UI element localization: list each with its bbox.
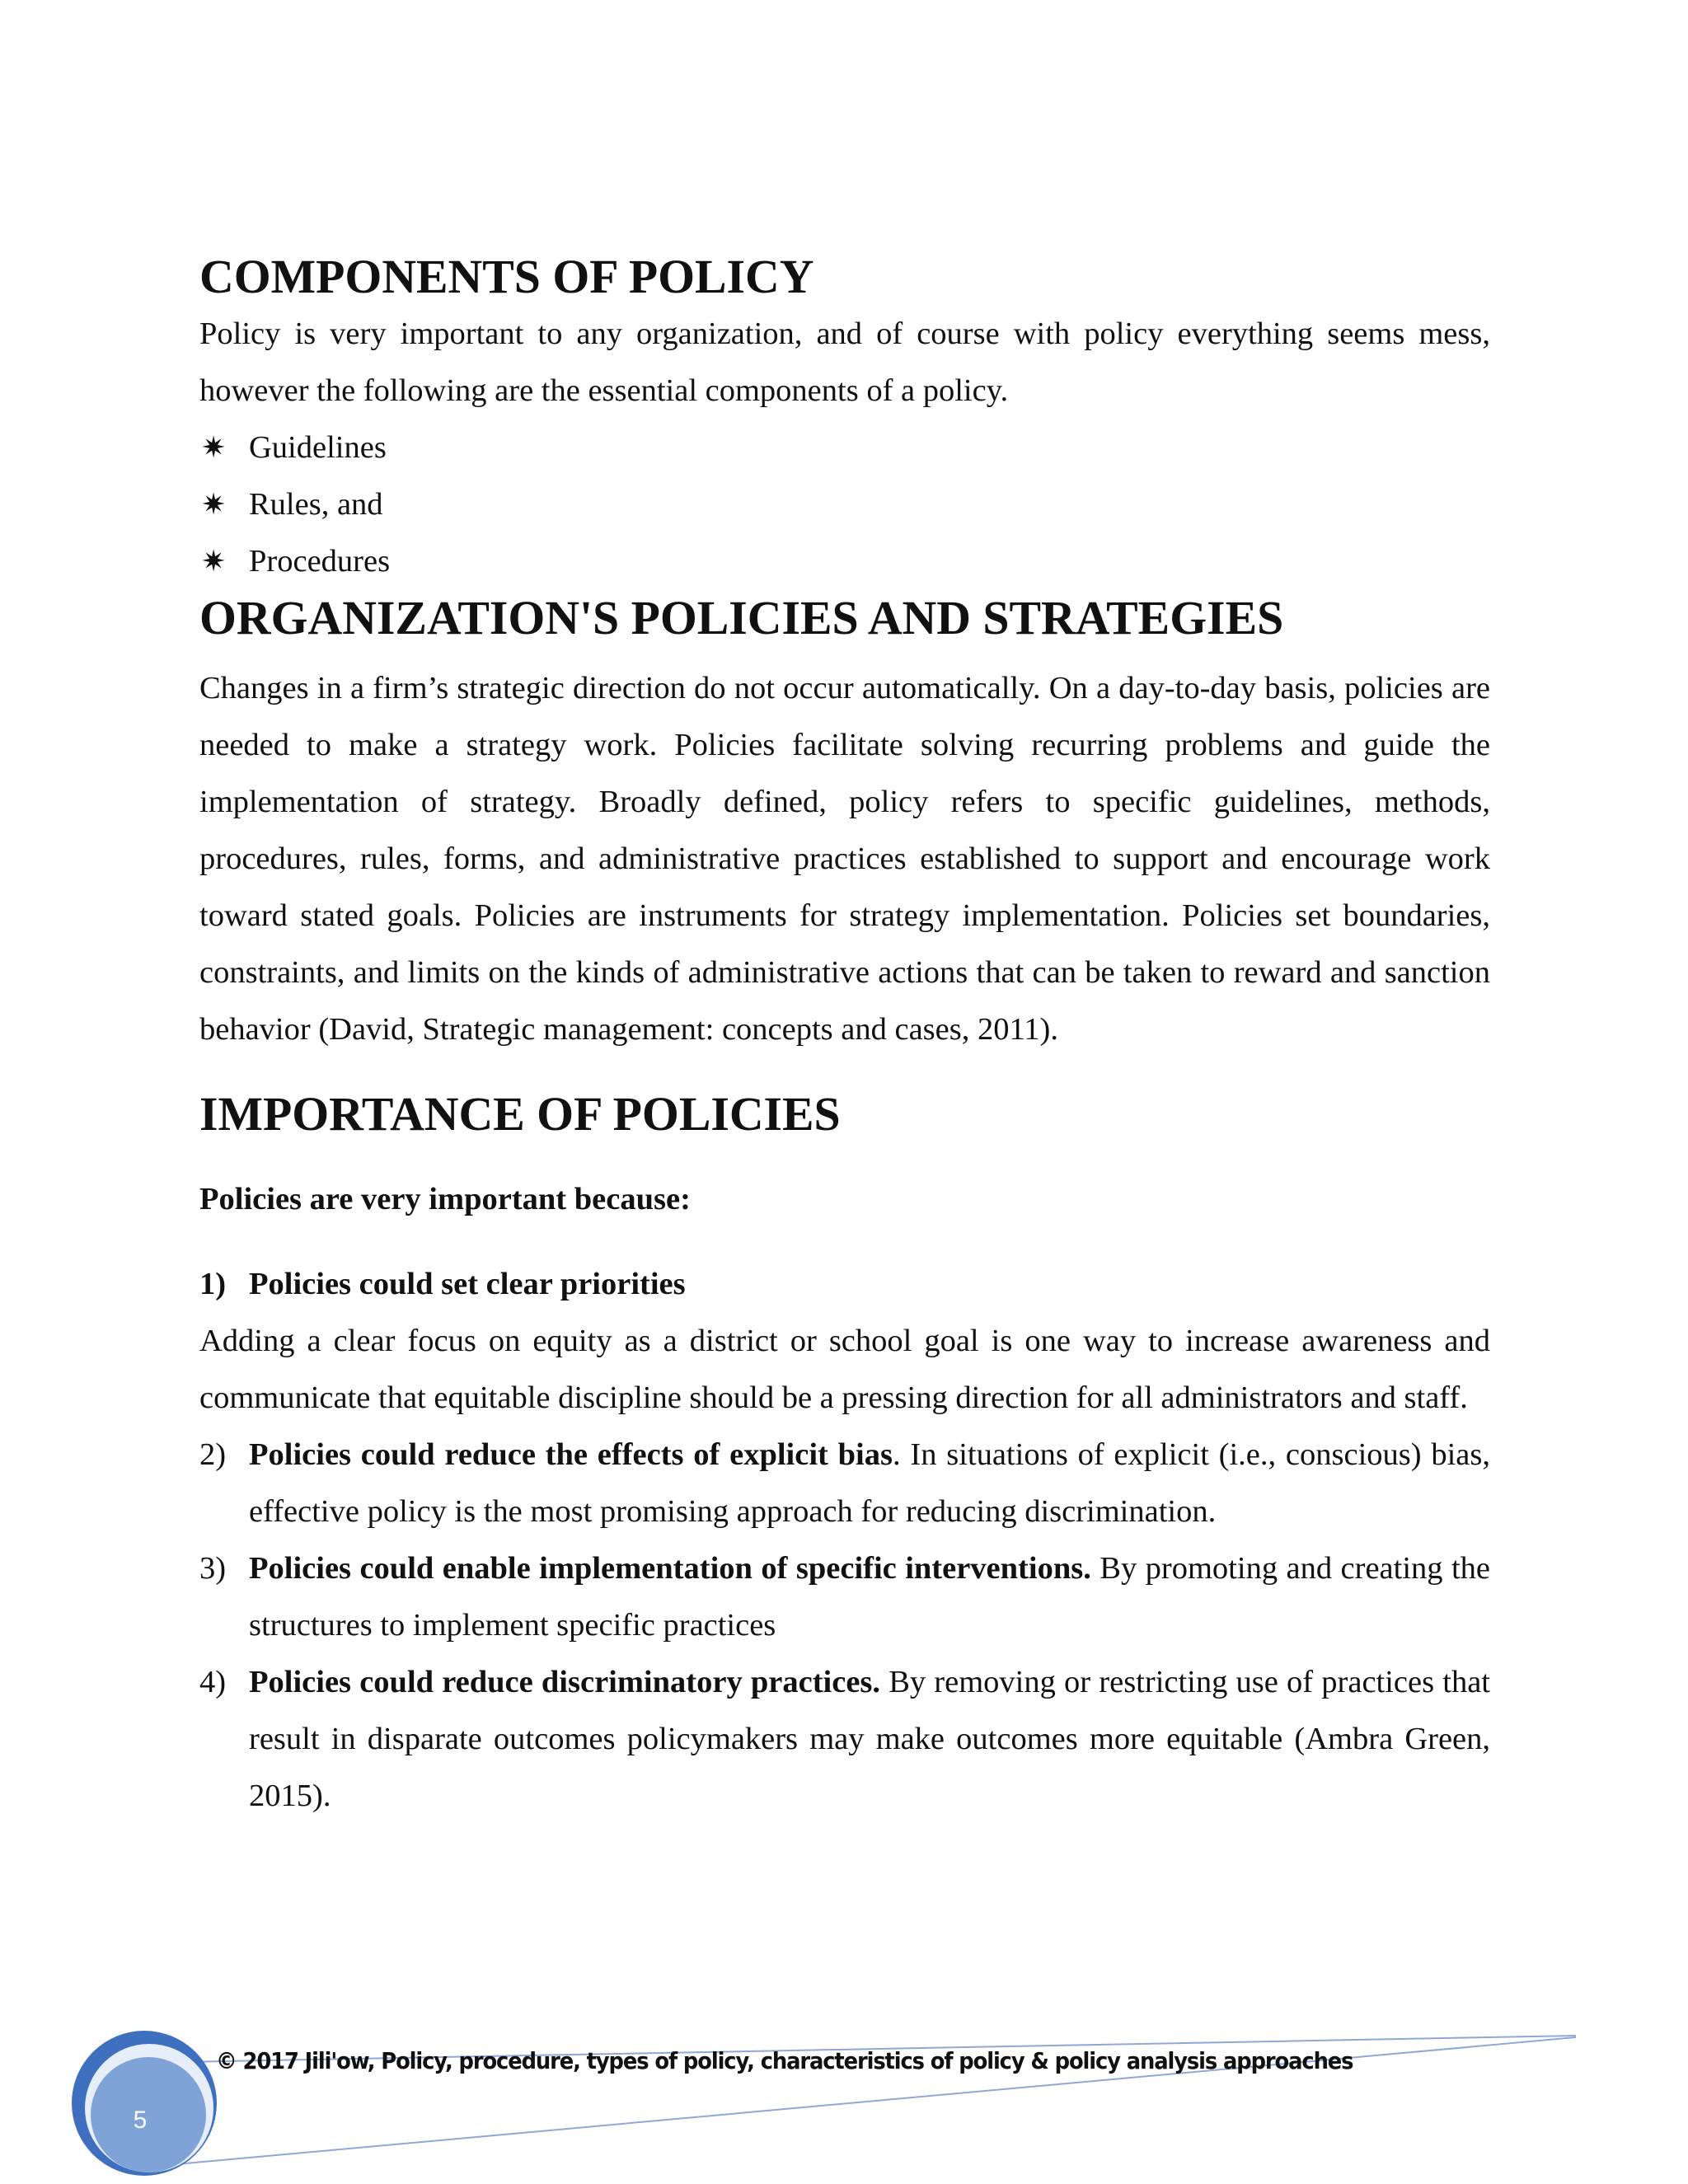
item-title: Policies could enable implementation of specific interventions. <box>249 1551 1091 1586</box>
asterisk-bullet-icon: ✷ <box>201 488 227 522</box>
list-item-label: Guidelines <box>249 430 387 465</box>
importance-item-1-title-row <box>199 1256 1490 1313</box>
importance-subheading: Policies are very important because: <box>199 1182 691 1216</box>
importance-item-3 <box>199 1540 1490 1654</box>
importance-item-1-text: Adding a clear focus on equity as a district or school goal is one way to increase awareness and communicate that equitable discipline should be a pressing direction for all administrators and staff. <box>199 1324 1490 1415</box>
list-item-label: Rules, and <box>249 487 383 522</box>
importance-item-2 <box>199 1427 1490 1540</box>
asterisk-bullet-icon: ✷ <box>201 431 227 465</box>
list-item <box>199 533 1490 590</box>
page-number: 5 <box>133 2107 148 2134</box>
components-heading: COMPONENTS OF POLICY <box>199 251 814 303</box>
footer-decoration <box>0 2011 1688 2184</box>
item-text: . In situations of explicit (i.e., conscious) bias, effective policy is the most promising approach for reducing discrimination. <box>249 1437 1490 1529</box>
asterisk-bullet-icon: ✷ <box>201 545 227 579</box>
item-text: By removing or restricting use of practices that result in disparate outcomes policymakers may make outcomes more equitable (Ambra Green, 2015). <box>249 1665 1491 1813</box>
page-body <box>199 249 1490 1825</box>
item-number: 3) <box>199 1551 227 1586</box>
strategies-paragraph: Changes in a firm’s strategic direction do not occur automatically. On a day-to-day basis, policies are needed to make a strategy work. Policies facilitate solving recurring problems and guide the implementation of strategy. Broadly defined, policy refers to specific guidelines, methods, procedures, rules, forms, and administrative practices established to support and encourage work toward stated goals. Policies are instruments for strategy implementation. Policies set boundaries, constraints, and limits on the kinds of administrative actions that can be taken to reward and sanction behavior (David, Strategic management: concepts and cases, 2011). <box>199 671 1490 1047</box>
item-number: 2) <box>199 1437 227 1472</box>
footer-copyright: © 2017 Jili'ow, Policy, procedure, types of policy, characteristics of policy & policy analysis approaches <box>216 2047 1353 2074</box>
list-item <box>199 419 1490 476</box>
list-item <box>199 476 1490 533</box>
components-intro: Policy is very important to any organization, and of course with policy everything seems mess, however the following are the essential components of a policy. <box>199 316 1490 408</box>
components-list <box>199 419 1490 590</box>
item-title: Policies could set clear priorities <box>249 1267 686 1301</box>
importance-heading: IMPORTANCE OF POLICIES <box>199 1089 841 1141</box>
item-title: Policies could reduce the effects of explicit bias <box>249 1437 893 1472</box>
item-number: 1) <box>199 1267 227 1301</box>
list-item-label: Procedures <box>249 544 391 579</box>
importance-item-4 <box>199 1654 1490 1825</box>
item-title: Policies could reduce discriminatory practices. <box>249 1665 881 1699</box>
item-number: 4) <box>199 1665 227 1699</box>
strategies-heading: ORGANIZATION'S POLICIES AND STRATEGIES <box>199 593 1284 644</box>
item-text: By promoting and creating the structures to implement specific practices <box>249 1551 1490 1643</box>
